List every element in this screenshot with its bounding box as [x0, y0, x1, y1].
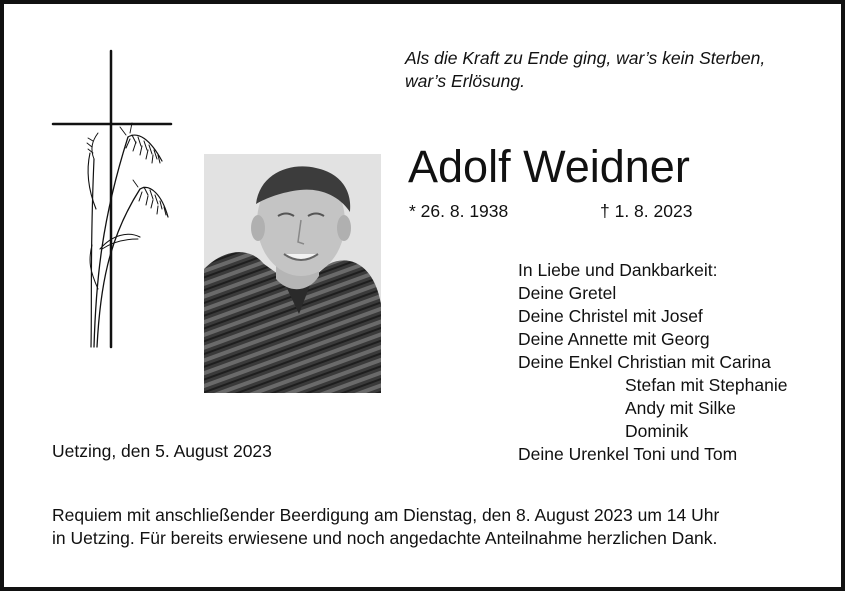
grandchild-line: Stefan mit Stephanie	[625, 375, 788, 395]
mourner-line: Deine Enkel Christian mit Carina	[518, 352, 771, 372]
mourner-line: Deine Christel mit Josef	[518, 306, 703, 326]
requiem-line-1: Requiem mit anschließender Beerdigung am Dienstag, den 8. August 2023 um 14 Uhr	[52, 505, 720, 525]
grandchild-line: Dominik	[625, 421, 689, 441]
quote-line-1: Als die Kraft zu Ende ging, war’s kein Sterben,	[405, 48, 766, 68]
requiem-info	[52, 504, 812, 550]
place-date: Uetzing, den 5. August 2023	[52, 441, 272, 461]
mourner-line: Deine Gretel	[518, 283, 617, 303]
cross-with-wheat-icon	[50, 49, 176, 351]
deceased-name: Adolf Weidner	[408, 141, 690, 192]
mourner-line: Deine Annette mit Georg	[518, 329, 710, 349]
requiem-line-2: in Uetzing. Für bereits erwiesene und noch angedachte Anteilnahme herzlichen Dank.	[52, 528, 718, 548]
portrait-photo	[204, 154, 381, 393]
birth-date: * 26. 8. 1938	[409, 201, 509, 221]
death-date: † 1. 8. 2023	[600, 201, 693, 221]
grandchild-line: Andy mit Silke	[625, 398, 736, 418]
mourners-intro: In Liebe und Dankbarkeit:	[518, 260, 718, 280]
mourners-list	[518, 259, 828, 466]
great-grandchildren-line: Deine Urenkel Toni und Tom	[518, 444, 738, 464]
quote-line-2: war’s Erlösung.	[405, 71, 525, 91]
epitaph-quote	[405, 47, 825, 93]
